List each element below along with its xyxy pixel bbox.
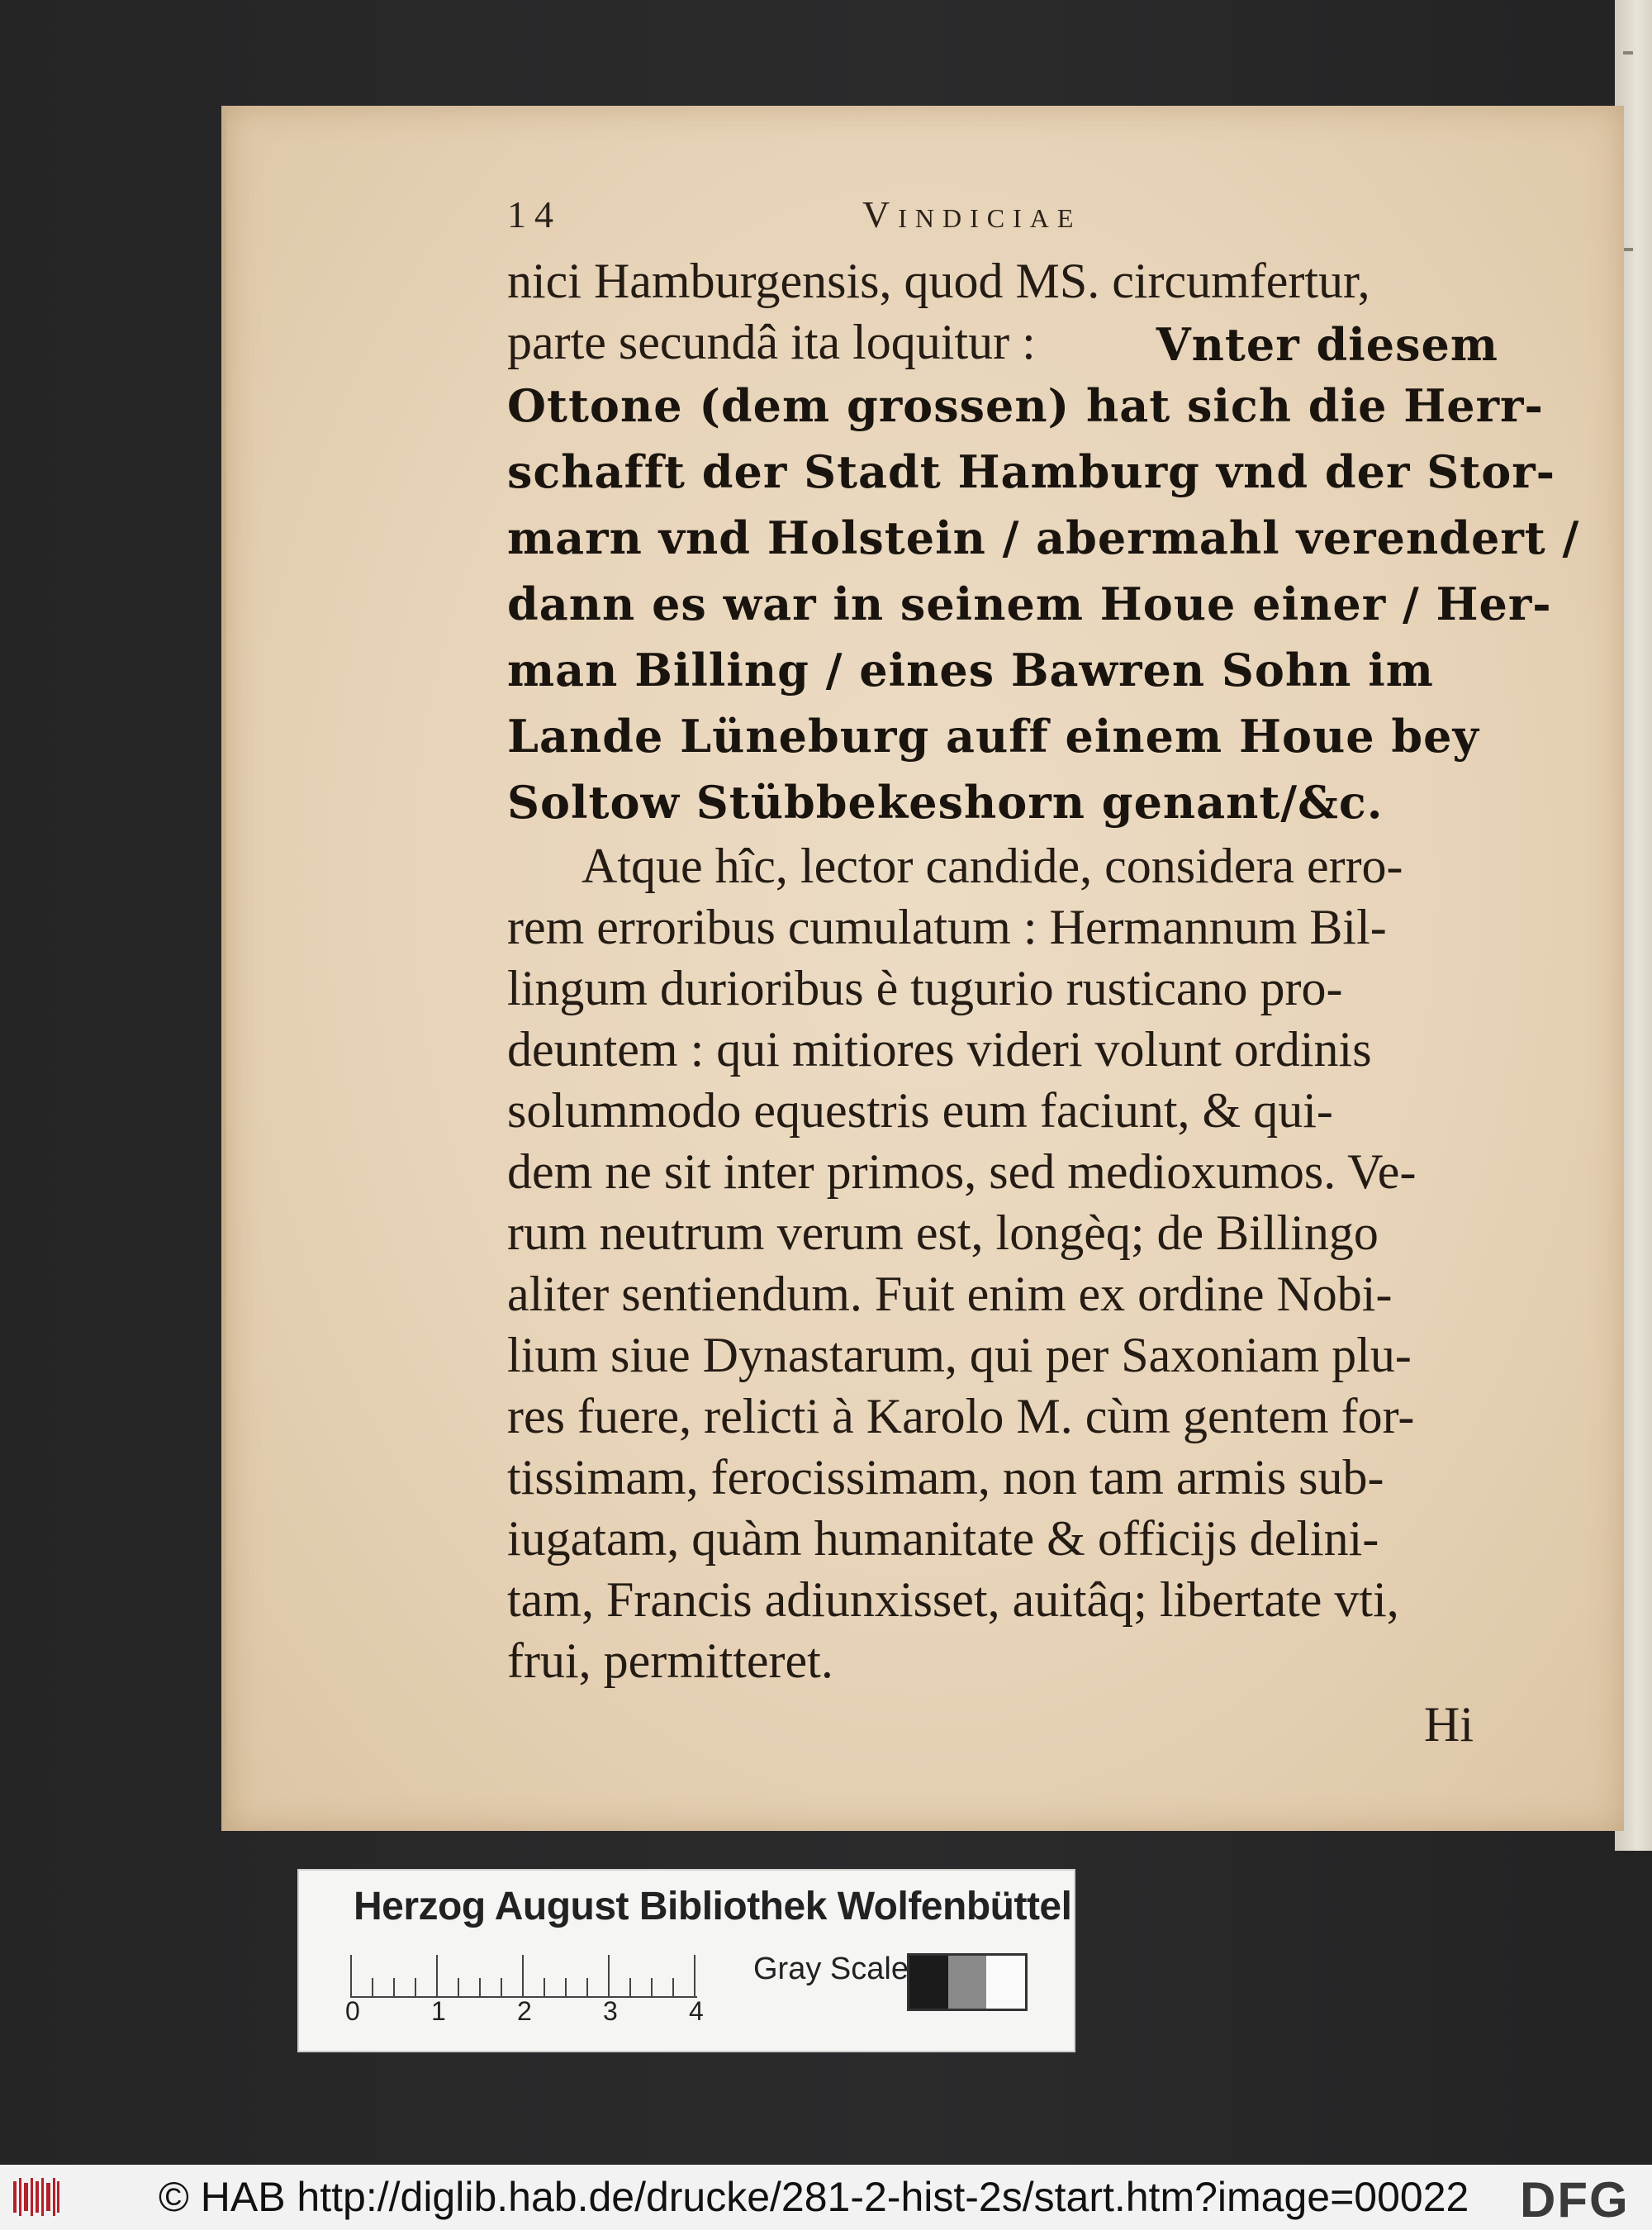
gothic-line: schafft der Stadt Hamburg vnd der Stor- (507, 445, 1556, 498)
library-name: Herzog August Bibliothek Wolfenbüttel (354, 1885, 1072, 1928)
book-page (221, 106, 1624, 1831)
paragraph-line: aliter sentiendum. Fuit enim ex ordine Nobi- (507, 1267, 1393, 1321)
edge-mark (1623, 51, 1633, 55)
gothic-line: man Billing / eines Bawren Sohn im (507, 644, 1434, 697)
ruler-label: 2 (517, 1996, 532, 2026)
ruler-tick (458, 1978, 459, 1996)
ruler-label: 1 (431, 1996, 446, 2026)
ruler-tick (629, 1978, 631, 1996)
gray-swatch-light (986, 1956, 1025, 2009)
ruler-tick (672, 1978, 674, 1996)
dfg-logo: DFG (1520, 2172, 1630, 2228)
paragraph-line: lingum durioribus è tugurio rusticano pro- (507, 961, 1343, 1015)
ruler-tick (608, 1955, 610, 1996)
paragraph-line: frui, permitteret. (507, 1633, 833, 1688)
ruler-tick (393, 1978, 395, 1996)
paragraph-line: rum neutrum verum est, longèq; de Billingo (507, 1205, 1379, 1260)
footer-bar (0, 2165, 1652, 2230)
paragraph-line: solummodo equestris eum faciunt, & qui- (507, 1083, 1333, 1138)
gothic-line: marn vnd Holstein / abermahl verendert / (507, 511, 1580, 564)
gothic-line: dann es war in seinem Houe einer / Her- (507, 578, 1552, 630)
ruler-label: 0 (345, 1996, 360, 2026)
ruler-tick (501, 1978, 502, 1996)
paragraph-line: lium siue Dynastarum, qui per Saxoniam plu- (507, 1328, 1412, 1382)
gray-swatch-mid (948, 1956, 987, 2009)
ruler-label: 4 (689, 1996, 704, 2026)
paragraph-line: tam, Francis adiunxisset, auitâq; libertate vti, (507, 1572, 1399, 1627)
paragraph-line: iugatam, quàm humanitate & officijs delini- (507, 1511, 1379, 1566)
latin-fragment: parte secundâ ita loquitur : (507, 315, 1036, 369)
running-head-title: Vindiciae (862, 193, 1082, 235)
ruler-tick (479, 1978, 481, 1996)
page-text-block (507, 193, 1580, 1753)
ruler-tick (350, 1955, 352, 1996)
catchword: Hi (1424, 1697, 1474, 1752)
paragraph-line: tissimam, ferocissimam, non tam armis sub- (507, 1450, 1384, 1505)
ruler-tick (522, 1955, 524, 1996)
text-line: nici Hamburgensis, quod MS. circumfertur, (507, 254, 1370, 308)
ruler-tick (544, 1978, 545, 1996)
gray-swatches (907, 1953, 1028, 2011)
ruler-tick (415, 1978, 416, 1996)
ruler-tick (651, 1978, 653, 1996)
paragraph-line: rem erroribus cumulatum : Hermannum Bil- (507, 900, 1387, 954)
ruler-tick (372, 1978, 373, 1996)
ruler-scale (350, 1955, 697, 1998)
paragraph-line: deuntem : qui mitiores videri volunt ordinis (507, 1022, 1372, 1077)
ruler-tick (694, 1955, 695, 1996)
gothic-fragment: Vnter diesem (1156, 318, 1498, 371)
running-head (507, 193, 1498, 250)
source-url[interactable]: © HAB http://diglib.hab.de/drucke/281-2-hist-2s/start.htm?image=00022 (159, 2174, 1469, 2220)
barcode-icon (12, 2176, 61, 2218)
ruler-label: 3 (603, 1996, 618, 2026)
ruler-tick (436, 1955, 438, 1996)
text-line-mixed (507, 311, 1498, 373)
gray-scale-label: Gray Scale (753, 1952, 909, 1986)
gothic-line: Lande Lüneburg auff einem Houe bey (507, 710, 1479, 763)
paragraph-line: dem ne sit inter primos, sed medioxumos. Ve- (507, 1144, 1417, 1199)
color-scale-card (297, 1869, 1075, 2052)
paragraph-line: Atque hîc, lector candide, considera erro- (582, 839, 1403, 893)
page-number: 14 (507, 193, 562, 235)
paragraph-line: res fuere, relicti à Karolo M. cùm gentem for- (507, 1389, 1415, 1443)
ruler-tick (565, 1978, 567, 1996)
edge-mark (1623, 248, 1633, 251)
gothic-line: Ottone (dem grossen) hat sich die Herr- (507, 379, 1544, 432)
gothic-line: Soltow Stübbekeshorn genant/&c. (507, 776, 1384, 829)
ruler-tick (586, 1978, 588, 1996)
gray-swatch-dark (909, 1956, 948, 2009)
